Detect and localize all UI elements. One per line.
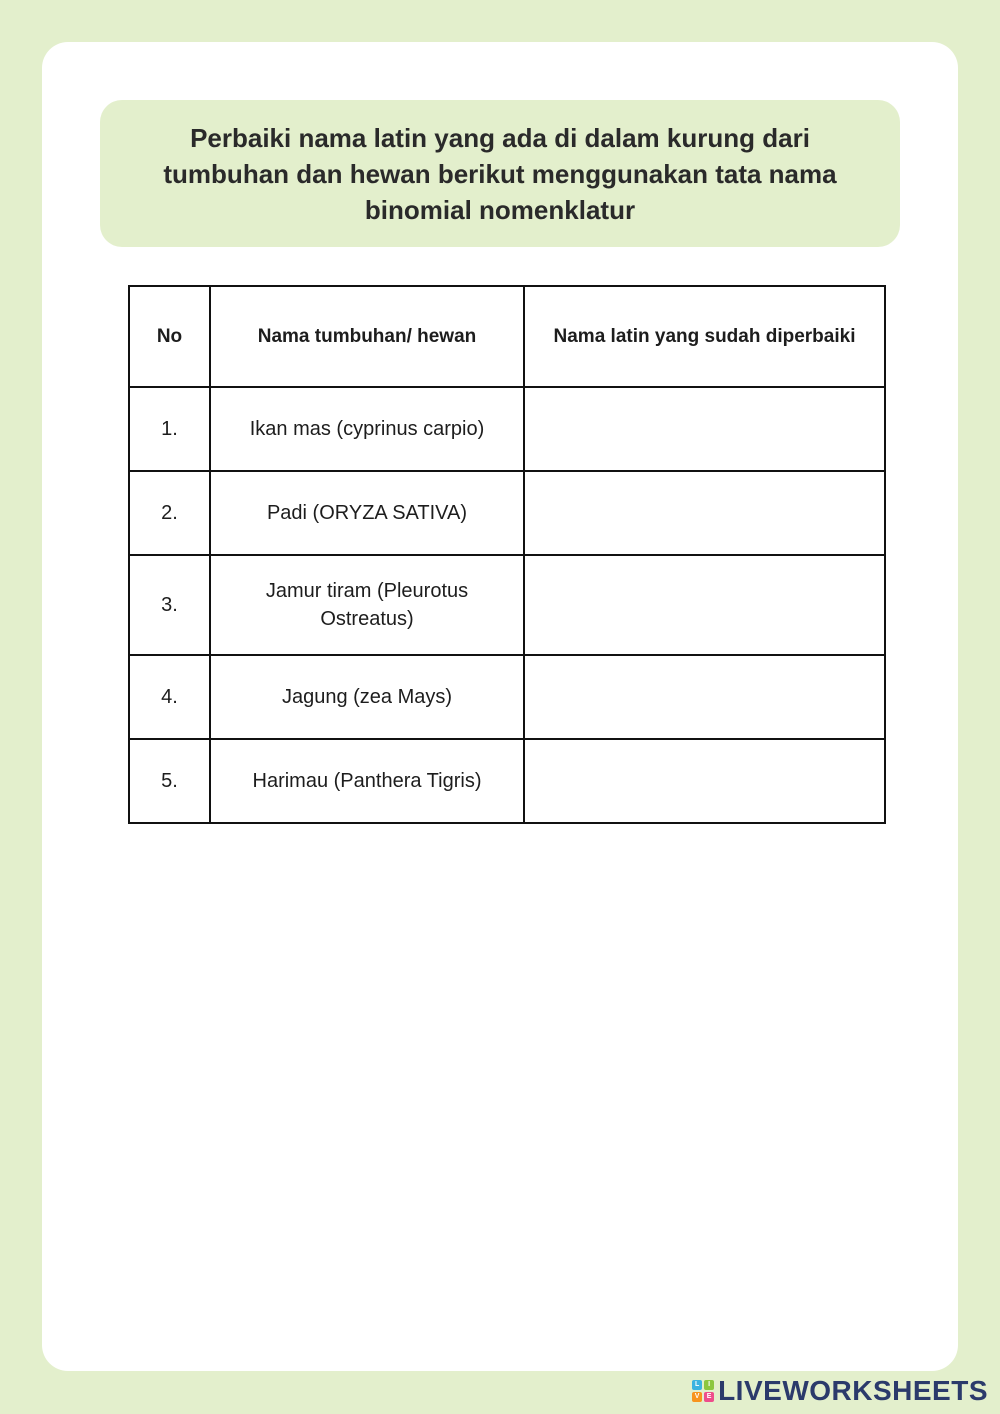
row-number: 2. <box>129 471 210 555</box>
row-number: 3. <box>129 555 210 655</box>
worksheet-page <box>42 42 958 1371</box>
liveworksheets-logo[interactable] <box>692 1376 988 1406</box>
row-number: 1. <box>129 387 210 471</box>
answer-field[interactable] <box>524 655 885 739</box>
logo-tile: E <box>704 1392 714 1402</box>
answer-field[interactable] <box>524 387 885 471</box>
organism-name: Padi (ORYZA SATIVA) <box>210 471 524 555</box>
instruction-text: Perbaiki nama latin yang ada di dalam kurung dari tumbuhan dan hewan berikut menggunakan tata nama binomial nomenklatur <box>163 122 837 225</box>
organism-name: Harimau (Panthera Tigris) <box>210 739 524 823</box>
header-answer: Nama latin yang sudah diperbaiki <box>524 286 885 387</box>
table-row <box>129 471 885 555</box>
answer-table <box>128 285 886 824</box>
organism-name: Ikan mas (cyprinus carpio) <box>210 387 524 471</box>
table-row <box>129 387 885 471</box>
logo-tile: V <box>692 1392 702 1402</box>
table-row <box>129 555 885 655</box>
logo-tile: L <box>692 1380 702 1390</box>
header-name: Nama tumbuhan/ hewan <box>210 286 524 387</box>
answer-field[interactable] <box>524 471 885 555</box>
instruction-banner <box>100 100 900 247</box>
liveworksheets-logo-icon <box>692 1380 714 1402</box>
row-number: 4. <box>129 655 210 739</box>
row-number: 5. <box>129 739 210 823</box>
logo-tile: I <box>704 1380 714 1390</box>
organism-name: Jagung (zea Mays) <box>210 655 524 739</box>
table-row <box>129 655 885 739</box>
answer-field[interactable] <box>524 739 885 823</box>
table-header-row <box>129 286 885 387</box>
answer-field[interactable] <box>524 555 885 655</box>
organism-name: Jamur tiram (Pleurotus Ostreatus) <box>210 555 524 655</box>
table-row <box>129 739 885 823</box>
header-no: No <box>129 286 210 387</box>
logo-text: LIVEWORKSHEETS <box>718 1375 988 1406</box>
